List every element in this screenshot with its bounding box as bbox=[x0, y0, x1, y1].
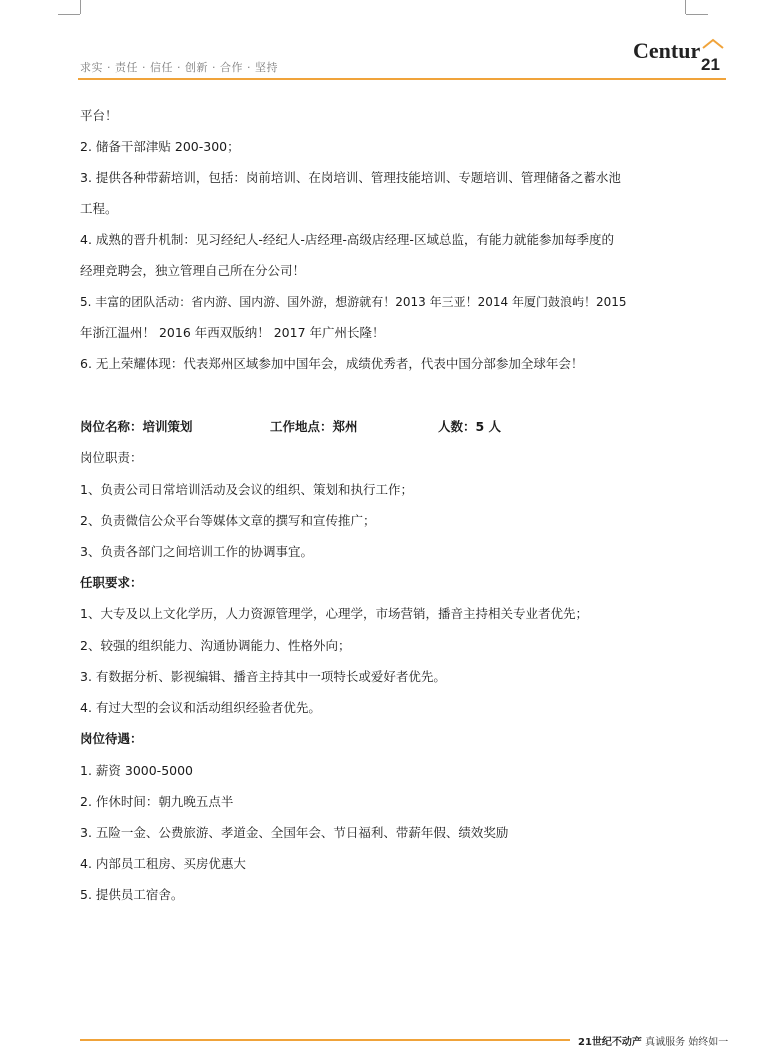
header-divider bbox=[78, 78, 726, 80]
header-slogan: 求实 · 责任 · 信任 · 创新 · 合作 · 坚持 bbox=[80, 61, 278, 74]
intro-line: 5. 丰富的团队活动：省内游、国内游、国外游，想游就有！2013 年三亚！2014 年厦门鼓浪屿！2015 bbox=[80, 295, 627, 309]
footer-tagline: 真诚服务 始终如一 bbox=[645, 1037, 729, 1048]
crop-mark-top-right-h bbox=[686, 14, 708, 15]
intro-line: 4. 成熟的晋升机制：见习经纪人-经纪人-店经理-高级店经理-区域总监，有能力就能参加每季度的 bbox=[80, 232, 614, 247]
intro-line: 平台！ bbox=[80, 108, 118, 123]
benefit-item: 3. 五险一金、公费旅游、孝道金、全国年会、节日福利、带薪年假、绩效奖励 bbox=[80, 825, 509, 840]
benefit-item: 1. 薪资 3000-5000 bbox=[80, 763, 194, 778]
intro-line: 经理竞聘会，独立管理自己所在分公司！ bbox=[80, 263, 306, 278]
intro-line: 年浙江温州！ 2016 年西双版纳！ 2017 年广州长隆！ bbox=[80, 325, 385, 340]
intro-line: 2. 储备干部津贴 200-300； bbox=[80, 139, 240, 154]
footer-divider bbox=[80, 1039, 570, 1041]
requirement-item: 3. 有数据分析、影视编辑、播音主持其中一项特长或爱好者优先。 bbox=[80, 669, 446, 684]
page-header bbox=[78, 36, 726, 80]
intro-line: 3. 提供各种带薪培训，包括：岗前培训、在岗培训、管理技能培训、专题培训、管理储备之蓄水池 bbox=[80, 170, 621, 185]
logo-text-main: Centur bbox=[633, 38, 701, 63]
requirement-item: 4. 有过大型的会议和活动组织经验者优先。 bbox=[80, 700, 321, 715]
job-name: 岗位名称：培训策划 bbox=[80, 419, 193, 434]
benefits-heading: 岗位待遇： bbox=[80, 731, 143, 746]
duty-item: 1、负责公司日常培训活动及会议的组织、策划和执行工作； bbox=[80, 482, 413, 497]
crop-mark-top-left-h bbox=[58, 14, 80, 15]
century21-logo bbox=[633, 34, 725, 74]
duty-item: 3、负责各部门之间培训工作的协调事宜。 bbox=[80, 544, 313, 559]
requirements-heading: 任职要求： bbox=[80, 575, 143, 590]
intro-line: 工程。 bbox=[80, 201, 118, 216]
crop-mark-top-left bbox=[80, 0, 81, 14]
requirement-item: 1、大专及以上文化学历，人力资源管理学，心理学，市场营销，播音主持相关专业者优先； bbox=[80, 606, 588, 621]
duty-item: 2、负责微信公众平台等媒体文章的撰写和宣传推广； bbox=[80, 513, 376, 528]
benefit-item: 5. 提供员工宿舍。 bbox=[80, 887, 184, 902]
job-count: 人数：5 人 bbox=[438, 419, 502, 434]
logo-text-num: 21 bbox=[701, 55, 720, 74]
footer-brand: 21世纪不动产 bbox=[578, 1037, 642, 1048]
crop-mark-top-right bbox=[685, 0, 686, 14]
job-title-row bbox=[80, 419, 501, 435]
benefit-item: 2. 作休时间：朝九晚五点半 bbox=[80, 794, 234, 809]
intro-line: 6. 无上荣耀体现：代表郑州区域参加中国年会，成绩优秀者，代表中国分部参加全球年会！ bbox=[80, 356, 584, 371]
job-location: 工作地点：郑州 bbox=[270, 419, 358, 434]
page-footer bbox=[578, 1033, 728, 1048]
duties-heading: 岗位职责： bbox=[80, 450, 143, 465]
benefit-item: 4. 内部员工租房、买房优惠大 bbox=[80, 856, 246, 871]
requirement-item: 2、较强的组织能力、沟通协调能力、性格外向； bbox=[80, 638, 351, 653]
